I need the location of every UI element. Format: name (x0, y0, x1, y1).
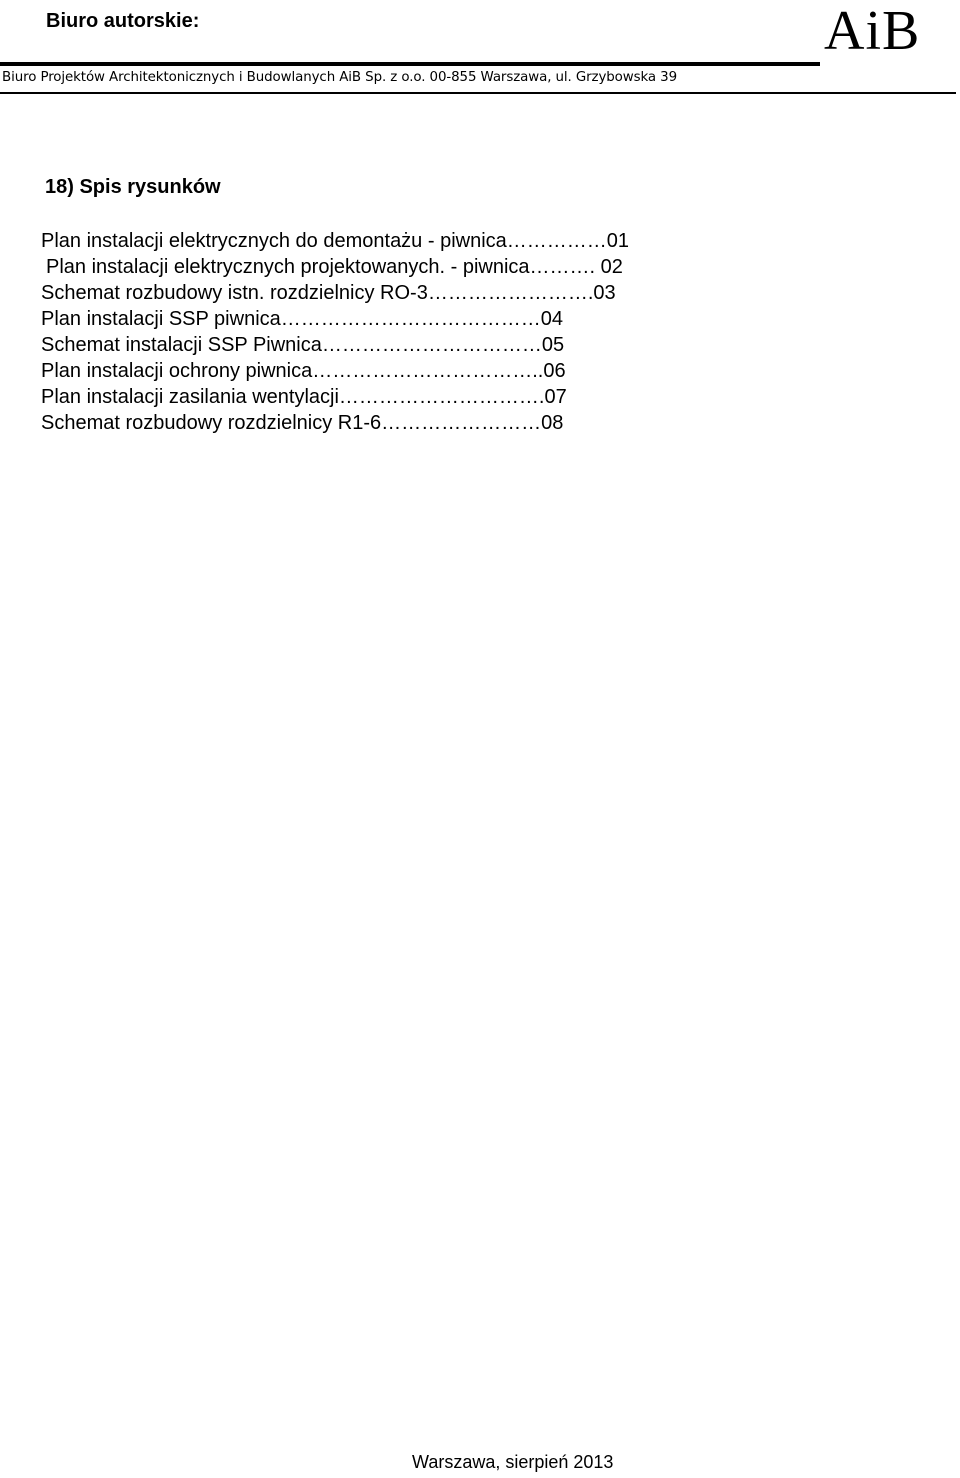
aib-logo: AiB (824, 0, 921, 62)
list-item: Plan instalacji elektrycznych do demontażu - piwnica……………01 (41, 230, 630, 252)
list-item: Plan instalacji ochrony piwnica……………………………..06 (41, 360, 566, 382)
place-date: Warszawa, sierpień 2013 (412, 1452, 614, 1472)
company-address: Biuro Projektów Architektonicznych i Budowlanych AiB Sp. z o.o. 00-855 Warszawa, ul. Grzybowska 39 (2, 70, 678, 85)
list-item: Plan instalacji SSP piwnica…………………………………04 (41, 308, 564, 330)
list-item: Plan instalacji elektrycznych projektowanych. - piwnica………. 02 (46, 256, 623, 278)
list-item: Schemat rozbudowy rozdzielnicy R1-6……………………08 (41, 412, 564, 434)
header-divider (0, 62, 820, 66)
list-item: Plan instalacji zasilania wentylacji………………………….07 (41, 386, 567, 408)
section-title: 18) Spis rysunków (45, 176, 221, 198)
list-item: Schemat instalacji SSP Piwnica……………………………05 (41, 334, 565, 356)
address-divider (0, 92, 956, 94)
office-label: Biuro autorskie: (46, 10, 200, 32)
list-item: Schemat rozbudowy istn. rozdzielnicy RO-3…………………….03 (41, 282, 616, 304)
